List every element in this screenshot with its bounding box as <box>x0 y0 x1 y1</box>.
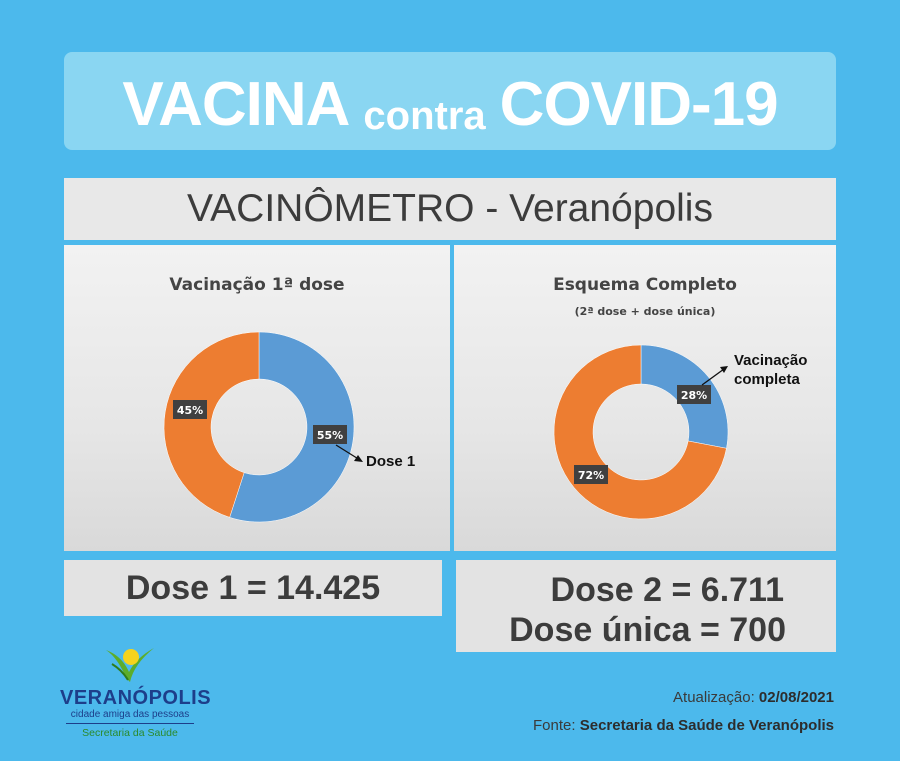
annotation-arrowhead <box>720 366 728 373</box>
update-label: Atualização: <box>673 689 755 706</box>
donut-first-dose <box>164 332 354 522</box>
dose-unica-count: Dose única = 700 <box>509 611 786 649</box>
donut-complete <box>554 345 728 519</box>
annotation-line1: Vacinação <box>734 352 808 369</box>
title-contra: contra <box>363 94 486 138</box>
slice-label: 55% <box>316 429 344 442</box>
dose1-count-box <box>64 560 442 616</box>
source-value: Secretaria da Saúde de Veranópolis <box>579 717 834 734</box>
source-label: Fonte: <box>533 717 576 734</box>
chart-title: Esquema Completo <box>553 275 737 295</box>
veranopolis-logo <box>60 644 212 744</box>
logo-emblem-icon <box>100 644 160 684</box>
update-date: 02/08/2021 <box>758 689 834 706</box>
chart-first-dose <box>64 245 450 551</box>
chart-subtitle: (2ª dose + dose única) <box>574 305 716 318</box>
annotation-dose1: Dose 1 <box>366 453 416 470</box>
title-covid: COVID-19 <box>499 70 778 139</box>
logo-divider <box>66 723 194 724</box>
chart-complete-svg <box>454 245 836 551</box>
annotation-line2: completa <box>734 371 800 388</box>
annotation-arrowhead <box>354 455 363 462</box>
chart-title: Vacinação 1ª dose <box>169 275 345 295</box>
dose1-count: Dose 1 = 14.425 <box>125 568 381 607</box>
subtitle-text: VACINÔMETRO - Veranópolis <box>187 187 713 230</box>
slice-label: 72% <box>577 469 605 482</box>
dose2-count-box <box>456 560 836 652</box>
subtitle-banner <box>64 178 836 240</box>
logo-name: VERANÓPOLIS <box>60 687 212 709</box>
update-line <box>673 689 834 706</box>
title-banner <box>64 52 836 150</box>
dose2-count: Dose 2 = 6.711 <box>550 571 784 609</box>
slice-label: 45% <box>176 404 204 417</box>
logo-tagline: cidade amiga das pessoas <box>70 709 190 720</box>
title-vacina: VACINA <box>122 70 350 139</box>
slice-label: 28% <box>680 389 708 402</box>
logo-department: Secretaria da Saúde <box>82 727 178 739</box>
chart-complete <box>454 245 836 551</box>
source-line <box>533 717 834 734</box>
chart-first-dose-svg <box>64 245 450 551</box>
